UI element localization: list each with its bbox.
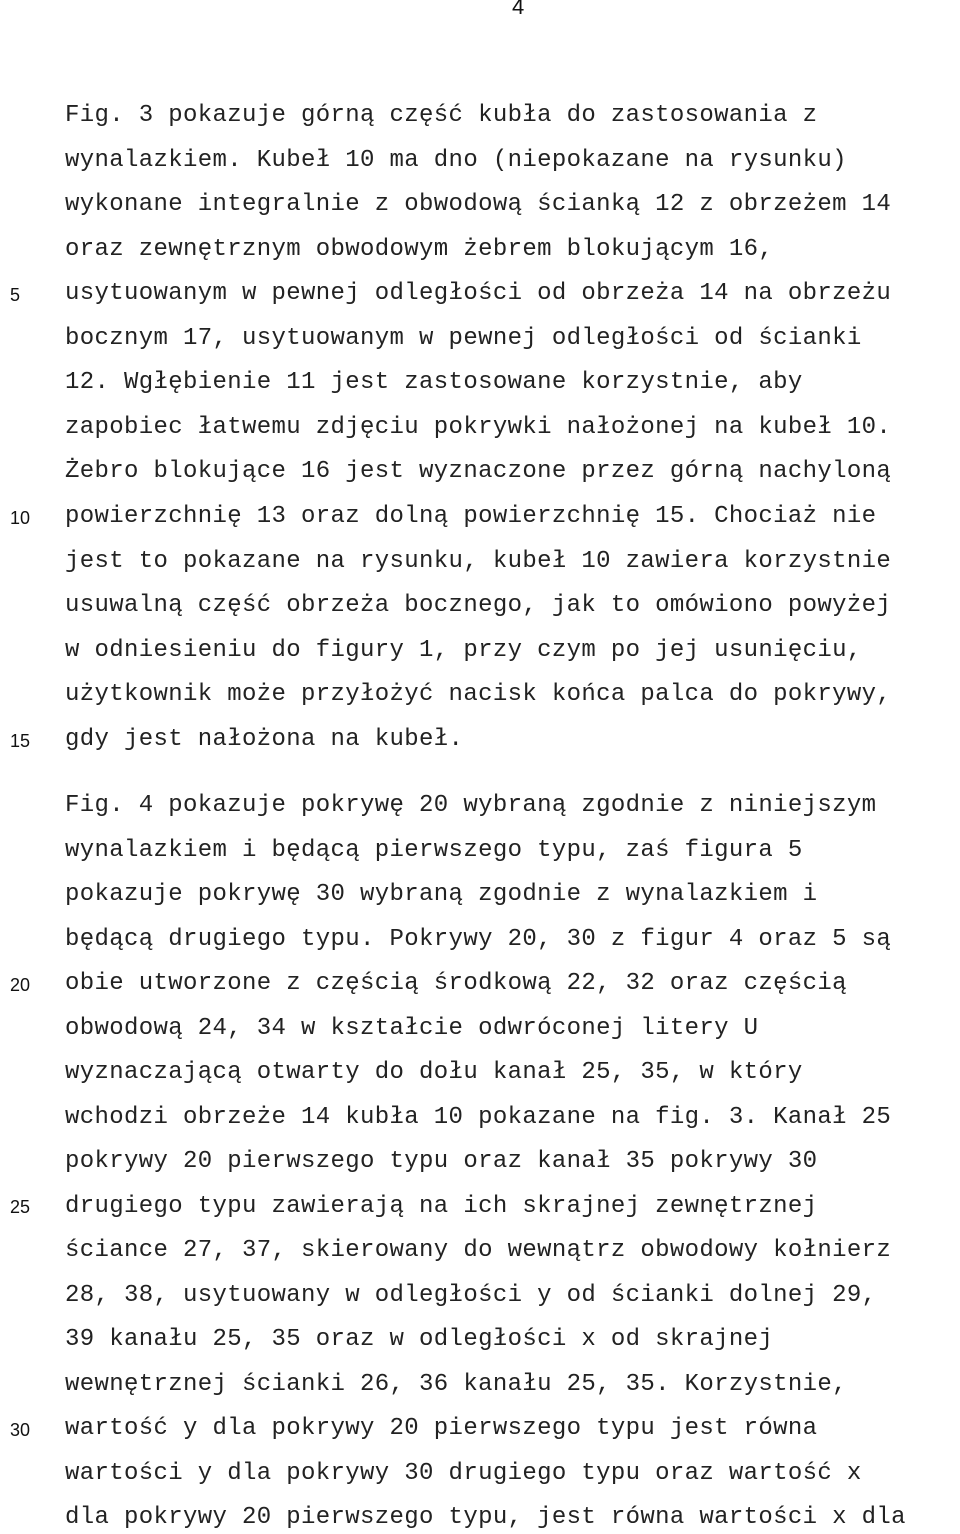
text-line: drugiego typu zawierają na ich skrajnej zewnętrznej bbox=[65, 1193, 818, 1220]
text-line: usytuowanym w pewnej odległości od obrzeża 14 na obrzeżu bbox=[65, 280, 892, 307]
text-line: pokrywy 20 pierwszego typu oraz kanał 35 pokrywy 30 bbox=[65, 1148, 818, 1175]
text-line: wyznaczającą otwarty do dołu kanał 25, 35, w który bbox=[65, 1059, 803, 1086]
text-line: użytkownik może przyłożyć nacisk końca palca do pokrywy, bbox=[65, 681, 892, 708]
text-line: ściance 27, 37, skierowany do wewnątrz obwodowy kołnierz bbox=[65, 1237, 892, 1264]
text-line: wartość y dla pokrywy 20 pierwszego typu jest równa bbox=[65, 1415, 818, 1442]
margin-line-number: 10 bbox=[10, 508, 31, 528]
text-line: wynalazkiem. Kubeł 10 ma dno (niepokazane na rysunku) bbox=[65, 147, 847, 174]
text-line: powierzchnię 13 oraz dolną powierzchnię 15. Chociaż nie bbox=[65, 503, 877, 530]
text-line: 12. Wgłębienie 11 jest zastosowane korzystnie, aby bbox=[65, 369, 803, 396]
text-line: Fig. 4 pokazuje pokrywę 20 wybraną zgodnie z niniejszym bbox=[65, 792, 877, 819]
text-line: w odniesieniu do figury 1, przy czym po jej usunięciu, bbox=[65, 637, 862, 664]
page-number: 4 bbox=[512, 0, 525, 19]
text-line: pokazuje pokrywę 30 wybraną zgodnie z wynalazkiem i bbox=[65, 881, 818, 908]
text-line: wartości y dla pokrywy 30 drugiego typu oraz wartość x bbox=[65, 1460, 862, 1487]
text-line: wchodzi obrzeże 14 kubła 10 pokazane na fig. 3. Kanał 25 bbox=[65, 1104, 892, 1131]
text-line: Żebro blokujące 16 jest wyznaczone przez górną nachyloną bbox=[65, 458, 892, 485]
text-line: gdy jest nałożona na kubeł. bbox=[65, 726, 464, 753]
text-line: będącą drugiego typu. Pokrywy 20, 30 z figur 4 oraz 5 są bbox=[65, 926, 892, 953]
text-line: 28, 38, usytuowany w odległości y od ścianki dolnej 29, bbox=[65, 1282, 877, 1309]
text-line: usuwalną część obrzeża bocznego, jak to omówiono powyżej bbox=[65, 592, 892, 619]
text-line: obie utworzone z częścią środkową 22, 32 oraz częścią bbox=[65, 970, 847, 997]
margin-line-number: 20 bbox=[10, 975, 31, 995]
margin-line-number: 15 bbox=[10, 731, 31, 751]
margin-line-number: 5 bbox=[10, 285, 21, 305]
margin-line-number: 25 bbox=[10, 1197, 31, 1217]
text-line: wewnętrznej ścianki 26, 36 kanału 25, 35. Korzystnie, bbox=[65, 1371, 847, 1398]
text-line: wynalazkiem i będącą pierwszego typu, zaś figura 5 bbox=[65, 837, 803, 864]
text-line: oraz zewnętrznym obwodowym żebrem blokującym 16, bbox=[65, 236, 774, 263]
text-line: dla pokrywy 20 pierwszego typu, jest równa wartości x dla bbox=[65, 1504, 906, 1531]
margin-line-number: 30 bbox=[10, 1420, 31, 1440]
text-line: zapobiec łatwemu zdjęciu pokrywki nałożonej na kubeł 10. bbox=[65, 414, 892, 441]
text-line: jest to pokazane na rysunku, kubeł 10 zawiera korzystnie bbox=[65, 548, 892, 575]
text-line: wykonane integralnie z obwodową ścianką 12 z obrzeżem 14 bbox=[65, 191, 892, 218]
text-line: obwodową 24, 34 w kształcie odwróconej litery U bbox=[65, 1015, 759, 1042]
text-line: Fig. 3 pokazuje górną część kubła do zastosowania z bbox=[65, 102, 818, 129]
text-line: 39 kanału 25, 35 oraz w odległości x od skrajnej bbox=[65, 1326, 774, 1353]
text-line: bocznym 17, usytuowanym w pewnej odległości od ścianki bbox=[65, 325, 862, 352]
